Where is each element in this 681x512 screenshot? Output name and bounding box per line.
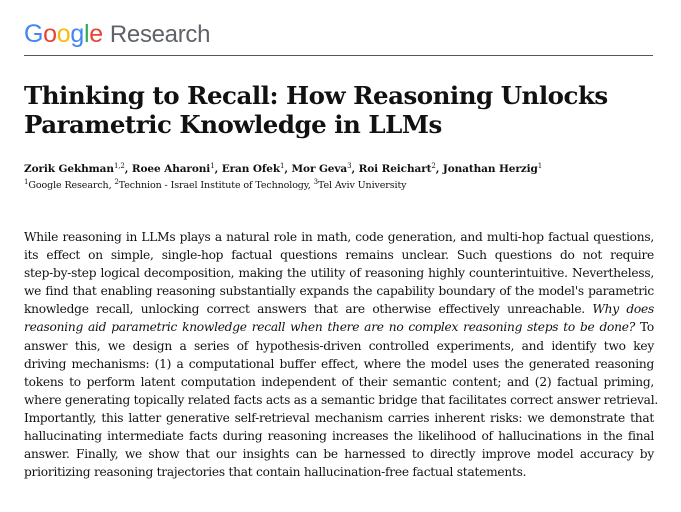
abstract-line: its effect on simple, single-hop factual questions remains unclear. Such questions do not require — [24, 248, 654, 263]
paper-title-line-1: Thinking to Recall: How Reasoning Unlocks — [24, 81, 608, 110]
abstract-line: prioritizing reasoning trajectories that contain hallucination-free factual statements. — [24, 465, 527, 480]
abstract-line: step-by-step logical decomposition, making the utility of reasoning highly counterintuitive. Nevertheless, — [24, 266, 654, 281]
google-logo-letter-g2: g — [70, 20, 84, 48]
author-name: Mor Geva$^3$ — [291, 162, 352, 175]
abstract-line: While reasoning in LLMs plays a natural role in math, code generation, and multi-hop factual questions, — [24, 230, 654, 244]
affiliation-item: $^2$Technion - Israel Institute of Technology — [114, 178, 308, 191]
header-divider — [24, 55, 653, 56]
author-name: Roi Reichart$^2$ — [358, 162, 436, 175]
google-logo-letter-l: l — [83, 20, 90, 48]
abstract-line: answer. Finally, we show that our insights can be harnessed to directly improve model accuracy by — [24, 447, 654, 462]
abstract-line: answer this, we design a series of hypothesis-driven controlled experiments, and identify two key — [24, 338, 654, 353]
author-name: Roee Aharoni$^1$ — [131, 162, 215, 175]
affiliation-list: $^1$Google Research, $^2$Technion - Israel Institute of Technology, $^3$Tel Aviv University — [24, 178, 407, 191]
abstract-line: hallucinating intermediate facts during reasoning increases the likelihood of hallucinations in the final — [24, 429, 654, 444]
abstract-line: knowledge recall, unlocking correct answers that are otherwise effectively unreachable. Why does — [24, 302, 654, 317]
abstract-line: tokens to perform latent computation independent of their semantic content; and (2) factual priming, — [24, 374, 654, 389]
author-name: Zorik Gekhman$^{1,2}$ — [24, 162, 125, 175]
research-label: Research — [109, 21, 211, 48]
google-logo-letter-o2: o — [56, 20, 71, 48]
abstract-research-question: reasoning aid parametric knowledge recall when there are no complex reasoning steps to be done? — [24, 320, 635, 335]
author-name: Jonathan Herzig$^1$ — [442, 162, 543, 175]
author-name: Eran Ofek$^1$ — [221, 162, 285, 175]
paper-title — [24, 81, 654, 139]
google-logo-letter-e: e — [89, 20, 103, 48]
paper-title-line-2: Parametric Knowledge in LLMs — [24, 110, 442, 139]
abstract-line: where generating topically related facts acts as a semantic bridge that facilitates correct answer retrieval. — [24, 392, 658, 407]
abstract — [24, 228, 658, 481]
google-logo-letter-g: G — [24, 20, 44, 48]
abstract-line: we find that enabling reasoning substantially expands the capability boundary of the model's parametric — [24, 284, 654, 299]
abstract-line: Importantly, this latter generative self-retrieval mechanism carries inherent risks: we demonstrate that — [24, 410, 654, 425]
affiliation-item: $^3$Tel Aviv University — [313, 178, 407, 191]
google-logo-letter-o1: o — [43, 20, 57, 48]
affiliation-item: $^1$Google Research — [24, 178, 109, 191]
author-list: Zorik Gekhman$^{1,2}$, Roee Aharoni$^1$, Eran Ofek$^1$, Mor Geva$^3$, Roi Reichart$^2$, Jonathan Herzig$^1$ — [24, 162, 543, 175]
google-research-logo — [24, 20, 210, 52]
abstract-line: driving mechanisms: (1) a computational buffer effect, where the model uses the generated reasoning — [24, 356, 654, 371]
abstract-line: reasoning aid parametric knowledge recall when there are no complex reasoning steps to be done? To — [24, 320, 654, 335]
abstract-research-question: Why does — [592, 302, 654, 317]
